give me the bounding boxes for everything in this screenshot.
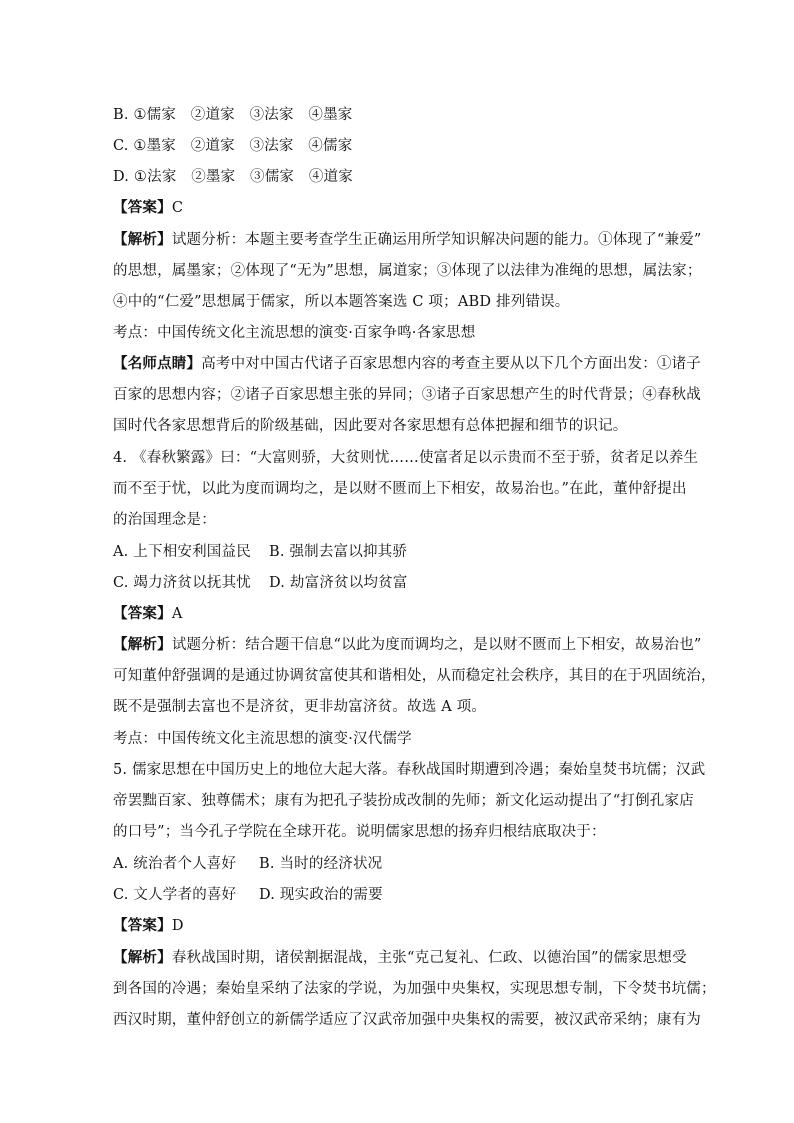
answer-tag: 【答案】	[113, 199, 172, 216]
q4-option-c: C. 竭力济贫以抚其忧	[113, 575, 251, 591]
q5-answer	[113, 914, 693, 935]
analysis-text: 试题分析：结合题干信息“以此为度而调均之，是以财不匮而上下相安，故易治也”	[171, 637, 702, 653]
q5-stem-line-2: 帝罢黜百家、独尊儒术；康有为把孔子装扮成改制的先师；新文化运动提出了“打倒孔家店	[113, 793, 694, 809]
analysis-text: 春秋战国时期，诸侯割据混战，主张“克己复礼、仁政、以德治国”的儒家思想受	[171, 950, 687, 966]
q5-analysis-line-3: 西汉时期，董仲舒创立的新儒学适应了汉武帝加强中央集权的需要，被汉武帝采纳；康有为	[113, 1012, 701, 1028]
answer-value: C	[171, 200, 184, 216]
q3-analysis-line-1	[113, 228, 702, 249]
q4-kaodian: 考点：中国传统文化主流思想的演变·汉代儒学	[113, 731, 412, 747]
q4-option-a: A. 上下相安利国益民	[113, 544, 251, 560]
answer-value: D	[171, 918, 184, 934]
q5-stem-line-1: 5. 儒家思想在中国历史上的地位大起大落。春秋战国时期遭到冷遇；秦始皇焚书坑儒；汉武	[113, 762, 706, 778]
answer-tag: 【答案】	[113, 917, 172, 934]
q5-analysis-line-1	[113, 946, 693, 967]
q5-option-a: A. 统治者个人喜好	[113, 856, 237, 872]
q5-stem-line-3: 的口号”；当今孔子学院在全球开花。说明儒家思想的扬弃归根结底取决于：	[113, 824, 606, 840]
answer-tag: 【答案】	[113, 605, 172, 622]
q3-analysis-line-3: ④中的“仁爱”思想属于儒家，所以本题答案选 C 项；ABD 排列错误。	[113, 294, 570, 310]
q4-analysis-line-3: 既不是强制去富也不是济贫，更非劫富济贫。故选 A 项。	[113, 699, 487, 715]
q3-mingshi-line-1	[113, 352, 701, 373]
analysis-text: 试题分析：本题主要考查学生正确运用所学知识解决问题的能力。①体现了“兼爱”	[171, 232, 702, 248]
q5-option-d: D. 现实政治的需要	[259, 887, 383, 903]
q3-answer	[113, 196, 693, 217]
analysis-tag: 【解析】	[113, 636, 172, 653]
mingshi-tag: 【名师点睛】	[113, 355, 202, 372]
q3-kaodian: 考点：中国传统文化主流思想的演变·百家争鸣·各家思想	[113, 325, 476, 341]
q4-analysis-line-1	[113, 633, 702, 654]
q3-option-b: B. ①儒家 ②道家 ③法家 ④墨家	[113, 107, 353, 123]
q4-analysis-line-2: 可知董仲舒强调的是通过协调贫富使其和谐相处，从而稳定社会秩序，其目的在于巩固统治，	[113, 668, 716, 684]
analysis-tag: 【解析】	[113, 231, 172, 248]
analysis-tag: 【解析】	[113, 949, 172, 966]
q3-option-c: C. ①墨家 ②道家 ③法家 ④儒家	[113, 138, 353, 154]
q4-stem-line-2: 而不至于忧，以此为度而调均之，是以财不匮而上下相安，故易治也。”在此，董仲舒提出	[113, 481, 687, 497]
q3-mingshi-line-3: 国时代各家思想背后的阶级基础，因此要对各家思想有总体把握和细节的识记。	[113, 418, 628, 434]
q3-analysis-line-2: 的思想，属墨家；②体现了“无为”思想，属道家；③体现了以法律为准绳的思想，属法家；	[113, 263, 702, 279]
q5-option-b: B. 当时的经济状况	[259, 856, 383, 872]
q4-stem-line-1: 4. 《春秋繁露》曰：“大富则骄，大贫则忧……使富者足以示贵而不至于骄，贫者足以养生	[113, 450, 699, 466]
mingshi-text: 高考中对中国古代诸子百家思想内容的考查主要从以下几个方面出发：①诸子	[201, 356, 701, 372]
q5-analysis-line-2: 到各国的冷遇；秦始皇采纳了法家的学说，为加强中央集权，实现思想专制，下令焚书坑儒；	[113, 981, 716, 997]
q4-answer	[113, 602, 693, 623]
answer-value: A	[171, 606, 183, 622]
q5-option-c: C. 文人学者的喜好	[113, 887, 237, 903]
q4-option-b: B. 强制去富以抑其骄	[269, 544, 408, 560]
q4-option-d: D. 劫富济贫以均贫富	[269, 575, 408, 591]
q3-option-d: D. ①法家 ②墨家 ③儒家 ④道家	[113, 169, 353, 185]
q4-stem-line-3: 的治国理念是：	[113, 512, 216, 528]
q3-mingshi-line-2: 百家的思想内容；②诸子百家思想主张的异同；③诸子百家思想产生的时代背景；④春秋战	[113, 387, 701, 403]
